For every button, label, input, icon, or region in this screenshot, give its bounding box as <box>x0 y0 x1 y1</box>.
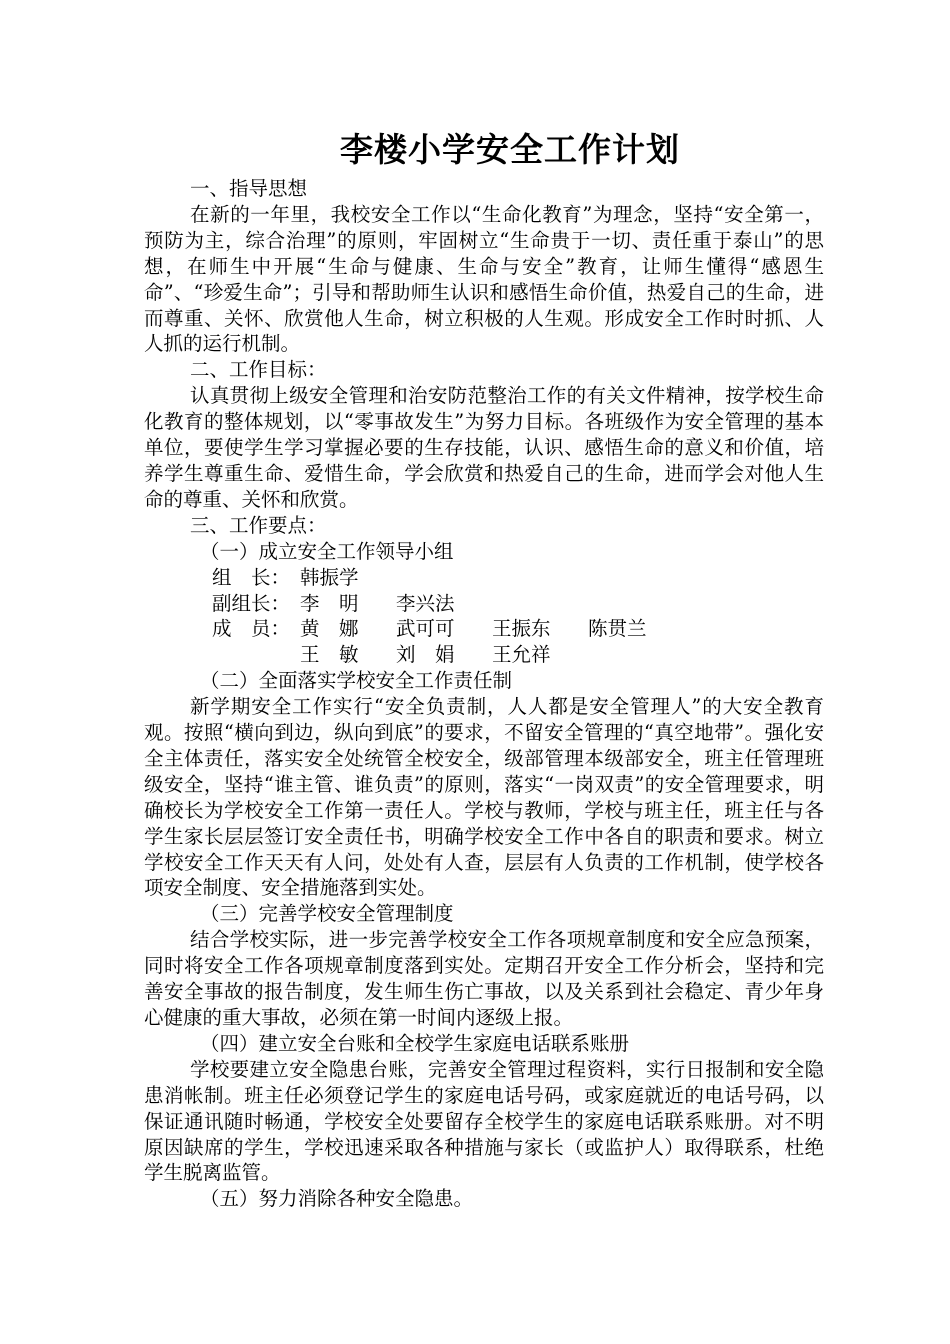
paragraph-guiding-ideology: 在新的一年里，我校安全工作以“生命化教育”为理念，坚持“安全第一，预防为主，综合治理”的原则，牢固树立“生命贵于一切、责任重于泰山”的思想，在师生中开展“生命与健康、生命与安全”教育，让师生懂得“感恩生命”、“珍爱生命”；引导和帮助师生认识和感悟生命价值，热爱自己的生命，进而尊重、关怀、欣赏他人生命，树立积极的人生观。形成安全工作时时抓、人人抓的运行机制。 <box>144 202 824 356</box>
section-heading-guiding-ideology: 一、指导思想 <box>190 177 308 200</box>
subsection-heading-safety-ledger: （四）建立安全台账和全校学生家庭电话联系账册 <box>200 1031 630 1055</box>
subsection-heading-responsibility-system: （二）全面落实学校安全工作责任制 <box>200 669 513 693</box>
paragraph-management-system: 结合学校实际，进一步完善学校安全工作各项规章制度和安全应急预案，同时将安全工作各项规章制度落到实处。定期召开安全工作分析会，坚持和完善安全事故的报告制度，发生师生伤亡事故，以及关系到社会稳定、青少年身心健康的重大事故，必须在第一时间内逐级上报。 <box>144 928 824 1029</box>
subsection-heading-leadership-group: （一）成立安全工作领导小组 <box>200 539 454 563</box>
staff-name: 王振东 <box>492 617 551 641</box>
staff-name: 李 明 <box>300 591 359 615</box>
page-title: 李楼小学安全工作计划 <box>340 130 680 169</box>
staff-name: 韩振学 <box>300 565 359 589</box>
staff-name: 陈贯兰 <box>588 617 647 641</box>
staff-name: 刘 娟 <box>396 643 455 667</box>
member-row <box>144 616 824 642</box>
subsection-heading-eliminate-hazards: （五）努力消除各种安全隐患。 <box>200 1187 474 1211</box>
paragraph-responsibility-system: 新学期安全工作实行“安全负责制，人人都是安全管理人”的大安全教育观。按照“横向到边，纵向到底”的要求，不留安全管理的“真空地带”。强化安全主体责任，落实安全处统管全校安全，级部管理本级部安全，班主任管理班级安全，坚持“谁主管、谁负责”的原则，落实“一岗双责”的安全管理要求，明确校长为学校安全工作第一责任人。学校与教师，学校与班主任，班主任与各学生家长层层签订安全责任书，明确学校安全工作中各自的职责和要求。树立学校安全工作天天有人问，处处有人查，层层有人负责的工作机制，使学校各项安全制度、安全措施落到实处。 <box>144 695 824 900</box>
staff-name: 武可可 <box>396 617 455 641</box>
section-heading-work-points: 三、工作要点： <box>190 513 327 537</box>
paragraph-work-goals: 认真贯彻上级安全管理和治安防范整治工作的有关文件精神，按学校生命化教育的整体规划，以“零事故发生”为努力目标。各班级作为安全管理的基本单位，要使学生学习掌握必要的生存技能，认识、感悟生命的意义和价值，培养学生尊重生命、爱惜生命，学会欣赏和热爱自己的生命，进而学会对他人生命的尊重、关怀和欣赏。 <box>144 384 824 511</box>
document-body <box>144 176 824 1212</box>
role-label: 成 员： <box>212 617 291 641</box>
section-heading-work-goals: 二、工作目标： <box>190 358 327 382</box>
role-label: 副组长： <box>212 591 291 615</box>
paragraph-safety-ledger: 学校要建立安全隐患台账，完善安全管理过程资料，实行日报制和安全隐患消帐制。班主任必须登记学生的家庭电话号码，或家庭就近的电话号码，以保证通讯随时畅通，学校安全处要留存全校学生的家庭电话联系账册。对不明原因缺席的学生，学校迅速采取各种措施与家长（或监护人）取得联系，杜绝学生脱离监管。 <box>144 1057 824 1185</box>
member-row <box>144 642 824 668</box>
role-label: 组 长： <box>212 565 291 589</box>
subsection-heading-management-system: （三）完善学校安全管理制度 <box>200 902 454 926</box>
staff-name: 王允祥 <box>492 643 551 667</box>
staff-name: 黄 娜 <box>300 617 359 641</box>
deputy-row <box>144 591 824 617</box>
leader-row <box>144 565 824 591</box>
staff-name: 王 敏 <box>300 643 359 667</box>
staff-name: 李兴法 <box>396 591 455 615</box>
